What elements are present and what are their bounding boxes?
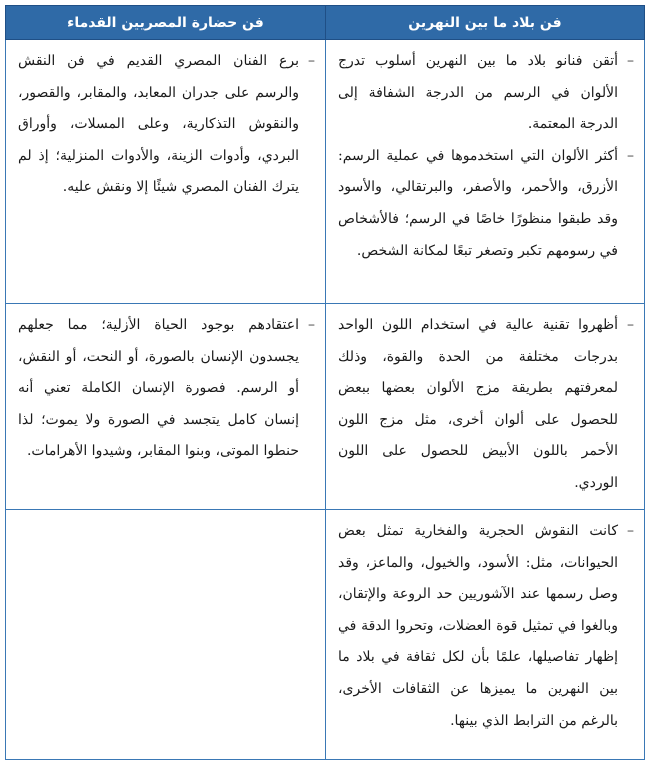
- bullet-dash: –: [627, 523, 634, 539]
- cell-egypt: [6, 304, 326, 510]
- bullet-dash: –: [308, 53, 315, 69]
- header-mesopotamia: فن بلاد ما بين النهرين: [326, 6, 645, 40]
- bullet-dash: –: [308, 317, 315, 333]
- bullet-dash: –: [627, 147, 634, 164]
- table-row: [6, 304, 645, 510]
- list-item: [338, 516, 634, 737]
- point-text: أتقن فنانو بلاد ما بين النهرين أسلوب تدرج الألوان في الرسم من الدرجة الشفافة إلى الدرجة المعتمة.: [338, 53, 618, 133]
- point-text: أكثر الألوان التي استخدموها في عملية الرسم: الأزرق، والأحمر، والأصفر، والبرتقالي، والأسود وقد طبقوا منظورًا خاصًا في الرسم؛ فالأشخاص في رسومهم تكبر وتصغر تبعًا لمكانة الشخص.: [338, 147, 618, 259]
- table-row: [6, 510, 645, 760]
- cell-egypt: [6, 40, 326, 304]
- point-text: اعتقادهم بوجود الحياة الأزلية؛ مما جعلهم يجسدون الإنسان بالصورة، أو النحت، أو النقش، أو الرسم. فصورة الإنسان الكاملة تعني أنه إنسان كامل يتجسد في الصورة ولا يموت؛ لذا حنطوا الموتى، وبنوا المقابر، وشيدوا الأهرامات.: [18, 317, 299, 460]
- point-text: برع الفنان المصري القديم في فن النقش والرسم على جدران المعابد، والمقابر، والقصور، والنقوش التذكارية، وعلى المسلات، وأوراق البردي، وأدوات الزينة، والأدوات المنزلية؛ إذ لم يترك الفنان المصري شيئًا إلا ونقش عليه.: [18, 53, 299, 196]
- list-item: [338, 310, 634, 500]
- point-text: كانت النقوش الحجرية والفخارية تمثل بعض الحيوانات، مثل: الأسود، والخيول، والماعز، وقد وصل رسمها عند الآشوريين حد الروعة والإتقان، وبالغوا في تمثيل قوة العضلات، وتحروا الدقة في إظهار تفاصيلها، علمًا بأن لكل ثقافة في بلاد ما بين النهرين ما يميزها عن الثقافات الأخرى، بالرغم من الترابط الذي بينها.: [338, 523, 618, 729]
- list-item: [338, 46, 634, 141]
- comparison-table-wrapper: [5, 5, 644, 760]
- header-row: [6, 6, 645, 40]
- art-comparison-table: [5, 5, 645, 760]
- bullet-dash: –: [627, 53, 634, 69]
- list-item: [18, 310, 315, 468]
- list-item: [18, 46, 315, 204]
- list-item: [338, 141, 634, 267]
- cell-mesopotamia: [326, 510, 645, 760]
- cell-egypt-empty: [6, 510, 326, 760]
- cell-mesopotamia: [326, 40, 645, 304]
- header-egypt: فن حضارة المصريين القدماء: [6, 6, 326, 40]
- bullet-dash: –: [627, 317, 634, 333]
- point-text: أظهروا تقنية عالية في استخدام اللون الواحد بدرجات مختلفة من الحدة والقوة، وذلك لمعرفتهم بطريقة مزج الألوان بعضها ببعض للحصول على ألوان أخرى، مثل مزج اللون الأحمر باللون الأبيض للحصول على اللون الوردي.: [338, 317, 618, 491]
- table-row: [6, 40, 645, 304]
- cell-mesopotamia: [326, 304, 645, 510]
